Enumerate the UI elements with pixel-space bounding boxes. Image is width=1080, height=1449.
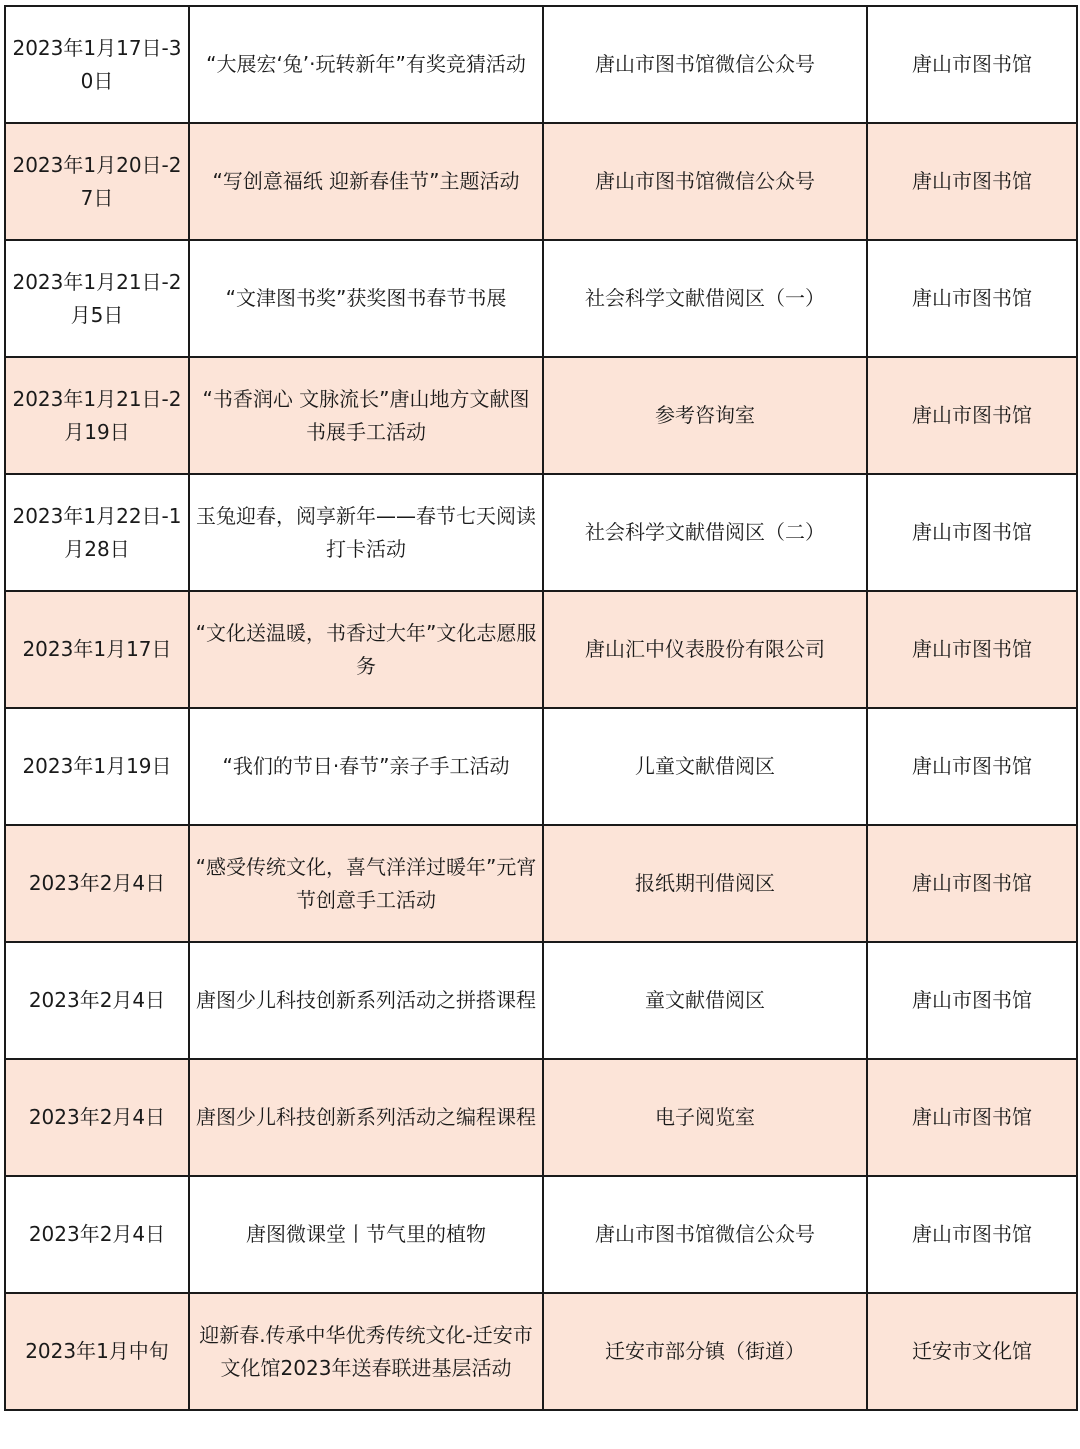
table-row bbox=[5, 240, 1077, 357]
location-cell: 电子阅览室 bbox=[543, 1059, 867, 1176]
date-cell: 2023年1月19日 bbox=[5, 708, 189, 825]
table-row bbox=[5, 1059, 1077, 1176]
date-cell: 2023年1月中旬 bbox=[5, 1293, 189, 1410]
activity-name-cell: 唐图少儿科技创新系列活动之编程课程 bbox=[189, 1059, 543, 1176]
date-cell: 2023年2月4日 bbox=[5, 825, 189, 942]
table-row bbox=[5, 474, 1077, 591]
table-row bbox=[5, 1176, 1077, 1293]
activity-name-cell: “写创意福纸 迎新春佳节”主题活动 bbox=[189, 123, 543, 240]
activity-name-cell: “文津图书奖”获奖图书春节书展 bbox=[189, 240, 543, 357]
activity-name-cell: “我们的节日·春节”亲子手工活动 bbox=[189, 708, 543, 825]
organizer-cell: 唐山市图书馆 bbox=[867, 240, 1077, 357]
date-cell: 2023年2月4日 bbox=[5, 942, 189, 1059]
location-cell: 迁安市部分镇（街道） bbox=[543, 1293, 867, 1410]
activity-name-cell: “书香润心 文脉流长”唐山地方文献图书展手工活动 bbox=[189, 357, 543, 474]
table-row bbox=[5, 6, 1077, 123]
activity-name-cell: “大展宏‘兔’·玩转新年”有奖竞猜活动 bbox=[189, 6, 543, 123]
location-cell: 报纸期刊借阅区 bbox=[543, 825, 867, 942]
table-row bbox=[5, 591, 1077, 708]
location-cell: 唐山市图书馆微信公众号 bbox=[543, 6, 867, 123]
location-cell: 社会科学文献借阅区（二） bbox=[543, 474, 867, 591]
date-cell: 2023年1月21日-2月19日 bbox=[5, 357, 189, 474]
location-cell: 童文献借阅区 bbox=[543, 942, 867, 1059]
organizer-cell: 唐山市图书馆 bbox=[867, 825, 1077, 942]
organizer-cell: 唐山市图书馆 bbox=[867, 942, 1077, 1059]
organizer-cell: 迁安市文化馆 bbox=[867, 1293, 1077, 1410]
table-row bbox=[5, 1293, 1077, 1410]
location-cell: 参考咨询室 bbox=[543, 357, 867, 474]
table-row bbox=[5, 708, 1077, 825]
table-row bbox=[5, 357, 1077, 474]
activity-name-cell: “感受传统文化，喜气洋洋过暖年”元宵节创意手工活动 bbox=[189, 825, 543, 942]
organizer-cell: 唐山市图书馆 bbox=[867, 123, 1077, 240]
table-row bbox=[5, 123, 1077, 240]
organizer-cell: 唐山市图书馆 bbox=[867, 1059, 1077, 1176]
activity-name-cell: “文化送温暖，书香过大年”文化志愿服务 bbox=[189, 591, 543, 708]
organizer-cell: 唐山市图书馆 bbox=[867, 474, 1077, 591]
activity-name-cell: 玉兔迎春，阅享新年——春节七天阅读打卡活动 bbox=[189, 474, 543, 591]
organizer-cell: 唐山市图书馆 bbox=[867, 357, 1077, 474]
location-cell: 儿童文献借阅区 bbox=[543, 708, 867, 825]
location-cell: 唐山市图书馆微信公众号 bbox=[543, 123, 867, 240]
organizer-cell: 唐山市图书馆 bbox=[867, 1176, 1077, 1293]
activity-schedule-table bbox=[4, 5, 1078, 1411]
location-cell: 社会科学文献借阅区（一） bbox=[543, 240, 867, 357]
location-cell: 唐山市图书馆微信公众号 bbox=[543, 1176, 867, 1293]
activity-name-cell: 迎新春.传承中华优秀传统文化-迁安市文化馆2023年送春联进基层活动 bbox=[189, 1293, 543, 1410]
date-cell: 2023年1月21日-2月5日 bbox=[5, 240, 189, 357]
table-row bbox=[5, 825, 1077, 942]
date-cell: 2023年2月4日 bbox=[5, 1059, 189, 1176]
date-cell: 2023年1月17日 bbox=[5, 591, 189, 708]
organizer-cell: 唐山市图书馆 bbox=[867, 708, 1077, 825]
date-cell: 2023年2月4日 bbox=[5, 1176, 189, 1293]
activity-name-cell: 唐图少儿科技创新系列活动之拼搭课程 bbox=[189, 942, 543, 1059]
date-cell: 2023年1月17日-30日 bbox=[5, 6, 189, 123]
organizer-cell: 唐山市图书馆 bbox=[867, 591, 1077, 708]
activity-name-cell: 唐图微课堂丨节气里的植物 bbox=[189, 1176, 543, 1293]
date-cell: 2023年1月22日-1月28日 bbox=[5, 474, 189, 591]
date-cell: 2023年1月20日-27日 bbox=[5, 123, 189, 240]
location-cell: 唐山汇中仪表股份有限公司 bbox=[543, 591, 867, 708]
organizer-cell: 唐山市图书馆 bbox=[867, 6, 1077, 123]
table-row bbox=[5, 942, 1077, 1059]
